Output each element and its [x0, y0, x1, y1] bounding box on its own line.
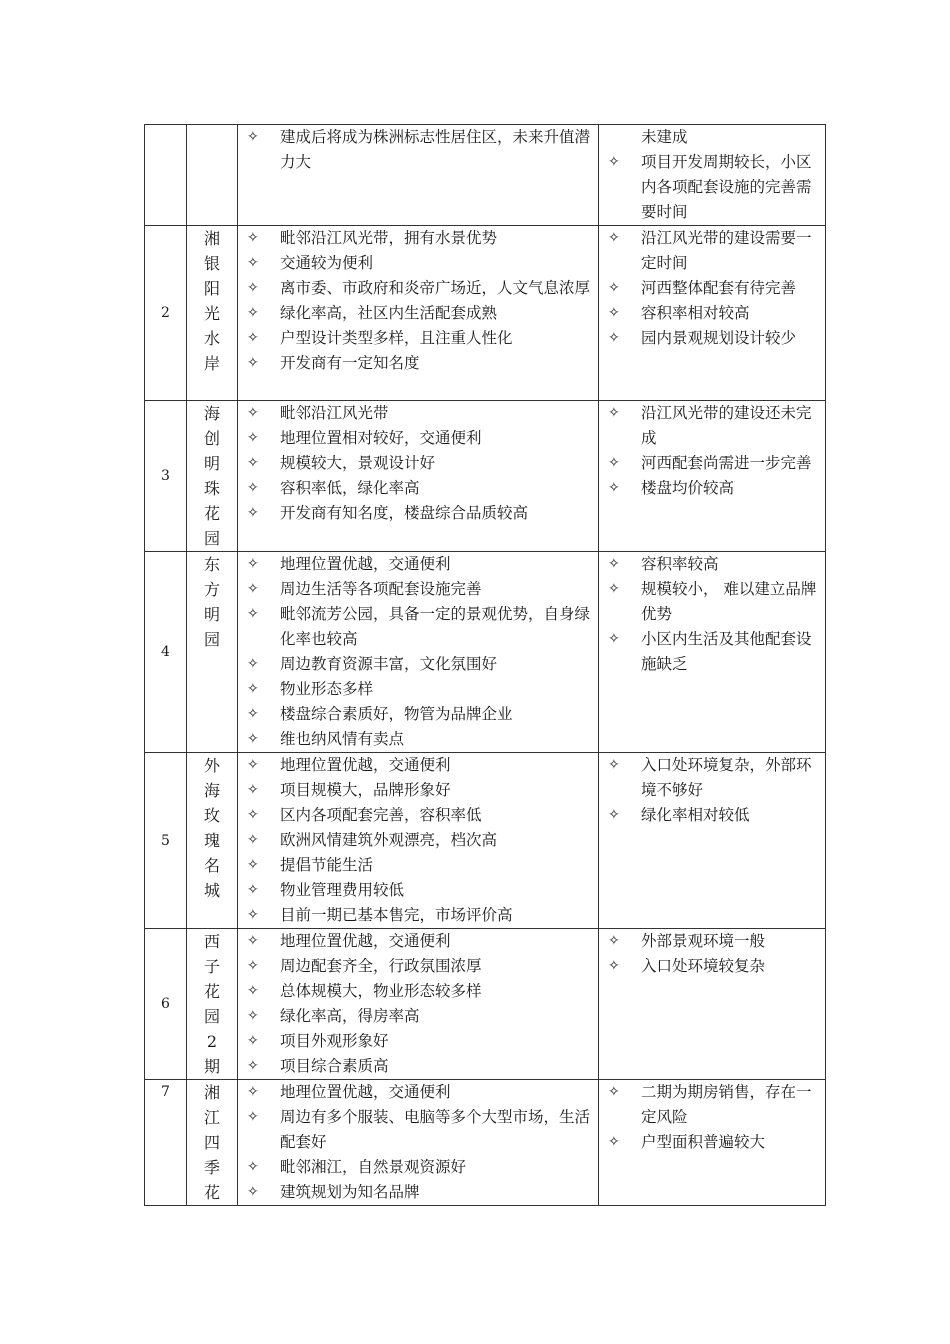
bullet-star-icon: ✧ [247, 581, 259, 597]
project-name-char: 光 [203, 304, 220, 323]
item-text: 河西配套尚需进一步完善 [641, 454, 812, 472]
disadvantages-cell [599, 401, 826, 552]
advantage-item [238, 878, 598, 903]
disadvantage-item [599, 577, 825, 602]
advantages-cell [238, 753, 599, 929]
item-text: 沿江风光带的建设需要一定时间 [641, 229, 812, 272]
bullet-star-icon: ✧ [608, 405, 620, 421]
row-number: 5 [145, 753, 187, 929]
disadvantages-cell [599, 552, 826, 753]
disadvantage-item [599, 627, 825, 677]
item-text: 楼盘均价较高 [641, 479, 735, 497]
project-name-char: 期 [203, 1057, 220, 1076]
advantage-item [238, 501, 598, 526]
item-text: 河西整体配套有待完善 [641, 279, 797, 297]
advantage-item [238, 929, 598, 954]
row-number [145, 125, 187, 226]
project-name-char: 园 [203, 630, 220, 649]
item-text: 总体规模大，物业形态较多样 [280, 982, 482, 1000]
bullet-star-icon: ✧ [247, 807, 259, 823]
advantage-item [238, 803, 598, 828]
item-text: 欧洲风情建筑外观漂亮，档次高 [280, 831, 498, 849]
project-name-char: 岸 [203, 354, 220, 373]
bullet-star-icon: ✧ [247, 656, 259, 672]
project-name-char: 创 [203, 429, 220, 448]
advantage-item [238, 451, 598, 476]
item-text: 入口处环境较复杂 [641, 957, 766, 975]
item-text: 容积率相对较高 [641, 304, 750, 322]
project-name-char: 园 [203, 1007, 220, 1026]
disadvantage-item [599, 451, 825, 476]
disadvantage-item [599, 929, 825, 954]
advantages-cell [238, 929, 599, 1080]
disadvantage-item [599, 276, 825, 301]
project-name-char: 方 [203, 580, 220, 599]
advantage-item [238, 727, 598, 752]
bullet-star-icon: ✧ [247, 606, 259, 622]
advantage-item [238, 652, 598, 677]
table-body [145, 125, 826, 1206]
bullet-star-icon: ✧ [247, 330, 259, 346]
bullet-star-icon: ✧ [608, 631, 620, 647]
advantage-item [238, 251, 598, 276]
item-text: 周边生活等各项配套设施完善 [280, 580, 482, 598]
advantages-cell [238, 552, 599, 753]
project-name-char: 水 [203, 329, 220, 348]
project-name-char: 玫 [203, 806, 220, 825]
advantage-item [238, 476, 598, 501]
row-number: 6 [145, 929, 187, 1080]
bullet-star-icon: ✧ [247, 430, 259, 446]
item-text: 二期为期房销售，存在一定风险 [641, 1083, 812, 1126]
item-text: 毗邻沿江风光带，拥有水景优势 [280, 229, 498, 247]
project-name-char: 季 [203, 1158, 220, 1177]
disadvantage-item [599, 552, 825, 577]
project-name-char: 东 [203, 555, 220, 574]
project-name [187, 401, 238, 552]
project-name-char: 城 [203, 881, 220, 900]
item-text: 开发商有知名度，楼盘综合品质较高 [280, 504, 529, 522]
advantages-cell [238, 401, 599, 552]
disadvantage-item [599, 301, 825, 326]
item-text: 未建成 [641, 128, 688, 146]
bullet-star-icon: ✧ [608, 556, 620, 572]
project-name-char: 明 [203, 454, 220, 473]
bullet-star-icon: ✧ [608, 230, 620, 246]
project-name-char: 海 [203, 781, 220, 800]
bullet-star-icon: ✧ [247, 782, 259, 798]
item-text: 提倡节能生活 [280, 856, 374, 874]
advantage-item [238, 853, 598, 878]
bullet-star-icon: ✧ [247, 882, 259, 898]
bullet-star-icon: ✧ [608, 1084, 620, 1100]
advantage-item [238, 828, 598, 853]
project-name-char: 花 [203, 1183, 220, 1202]
item-text: 项目综合素质高 [280, 1057, 389, 1075]
disadvantage-item [599, 401, 825, 451]
table-row [145, 1080, 826, 1206]
disadvantage-item [599, 125, 825, 150]
item-text: 入口处环境复杂，外部环境不够好 [641, 756, 812, 799]
project-name [187, 753, 238, 929]
item-text: 建成后将成为株洲标志性居住区，未来升值潜力大 [280, 128, 591, 171]
row-number: 2 [145, 226, 187, 401]
advantage-item [238, 1054, 598, 1079]
disadvantage-item [599, 150, 825, 225]
advantages-cell [238, 226, 599, 401]
project-name-char: 园 [203, 529, 220, 548]
advantage-item [238, 1180, 598, 1205]
project-name-char: 子 [203, 957, 220, 976]
item-text: 规模较小， 难以建立品牌 [641, 580, 817, 598]
advantages-cell [238, 125, 599, 226]
advantage-item [238, 1105, 598, 1155]
bullet-star-icon: ✧ [247, 405, 259, 421]
table-row [145, 125, 826, 226]
bullet-star-icon: ✧ [247, 757, 259, 773]
disadvantage-item [599, 1130, 825, 1155]
bullet-star-icon: ✧ [608, 305, 620, 321]
bullet-star-icon: ✧ [608, 807, 620, 823]
advantage-item [238, 326, 598, 351]
bullet-star-icon: ✧ [247, 129, 259, 145]
bullet-star-icon: ✧ [608, 1134, 620, 1150]
disadvantage-item [599, 954, 825, 979]
bullet-star-icon: ✧ [247, 1033, 259, 1049]
advantage-item [238, 954, 598, 979]
disadvantage-item [599, 753, 825, 803]
project-name-char: 湘 [203, 1083, 220, 1102]
item-text: 容积率较高 [641, 555, 719, 573]
item-text: 区内各项配套完善，容积率低 [280, 806, 482, 824]
item-text: 楼盘综合素质好，物管为品牌企业 [280, 705, 513, 723]
advantage-item [238, 552, 598, 577]
bullet-star-icon: ✧ [247, 958, 259, 974]
item-text: 周边配套齐全，行政氛围浓厚 [280, 957, 482, 975]
item-text: 规模较大，景观设计好 [280, 454, 436, 472]
disadvantages-cell [599, 753, 826, 929]
project-name-char: 海 [203, 404, 220, 423]
disadvantage-item [599, 602, 825, 627]
item-text: 地理位置优越，交通便利 [280, 1083, 451, 1101]
item-text: 地理位置优越，交通便利 [280, 555, 451, 573]
table-row [145, 401, 826, 552]
disadvantages-cell [599, 1080, 826, 1206]
disadvantages-cell [599, 929, 826, 1080]
bullet-star-icon: ✧ [247, 255, 259, 271]
row-number: 7 [145, 1080, 187, 1206]
advantage-item [238, 1004, 598, 1029]
bullet-star-icon: ✧ [608, 455, 620, 471]
project-name-char: 江 [203, 1108, 220, 1127]
item-text: 园内景观规划设计较少 [641, 329, 797, 347]
item-text: 外部景观环境一般 [641, 932, 766, 950]
bullet-star-icon: ✧ [608, 933, 620, 949]
bullet-star-icon: ✧ [247, 1184, 259, 1200]
advantages-cell [238, 1080, 599, 1206]
project-name-char: 瑰 [203, 831, 220, 850]
project-name-char: 外 [203, 756, 220, 775]
advantage-item [238, 753, 598, 778]
advantage-item [238, 602, 598, 652]
row-number: 3 [145, 401, 187, 552]
bullet-star-icon: ✧ [247, 455, 259, 471]
item-text: 绿化率高，社区内生活配套成熟 [280, 304, 498, 322]
project-name-char: 西 [203, 932, 220, 951]
bullet-star-icon: ✧ [247, 706, 259, 722]
bullet-star-icon: ✧ [608, 480, 620, 496]
disadvantage-item [599, 1080, 825, 1130]
bullet-star-icon: ✧ [247, 907, 259, 923]
project-comparison-table [144, 124, 826, 1206]
advantage-item [238, 426, 598, 451]
project-name [187, 125, 238, 226]
project-name-char: 花 [203, 982, 220, 1001]
item-text: 绿化率相对较低 [641, 806, 750, 824]
bullet-star-icon: ✧ [247, 933, 259, 949]
bullet-star-icon: ✧ [608, 958, 620, 974]
item-text: 开发商有一定知名度 [280, 354, 420, 372]
item-text: 地理位置优越，交通便利 [280, 932, 451, 950]
bullet-star-icon: ✧ [608, 757, 620, 773]
project-name-char: 湘 [203, 229, 220, 248]
item-text: 绿化率高，得房率高 [280, 1007, 420, 1025]
project-name-char: 阳 [203, 279, 220, 298]
item-text: 目前一期已基本售完，市场评价高 [280, 906, 513, 924]
item-text: 周边有多个服装、电脑等多个大型市场，生活配套好 [280, 1108, 591, 1151]
project-name-char: 2 [206, 1032, 218, 1051]
item-text: 沿江风光带的建设还未完成 [641, 404, 812, 447]
bullet-star-icon: ✧ [247, 1084, 259, 1100]
project-name [187, 226, 238, 401]
advantage-item [238, 301, 598, 326]
bullet-star-icon: ✧ [247, 505, 259, 521]
bullet-star-icon: ✧ [247, 230, 259, 246]
bullet-star-icon: ✧ [247, 1109, 259, 1125]
disadvantage-item [599, 226, 825, 276]
item-text: 户型设计类型多样，且注重人性化 [280, 329, 513, 347]
project-name-char: 银 [203, 254, 220, 273]
bullet-star-icon: ✧ [247, 857, 259, 873]
bullet-star-icon: ✧ [247, 731, 259, 747]
item-text: 建筑规划为知名品牌 [280, 1183, 420, 1201]
item-text: 毗邻湘江，自然景观资源好 [280, 1158, 467, 1176]
advantage-item [238, 778, 598, 803]
item-text: 物业形态多样 [280, 680, 374, 698]
item-text: 周边教育资源丰富，文化氛围好 [280, 655, 498, 673]
bullet-star-icon: ✧ [608, 330, 620, 346]
bullet-star-icon: ✧ [608, 280, 620, 296]
bullet-star-icon: ✧ [247, 355, 259, 371]
item-text: 小区内生活及其他配套设施缺乏 [641, 630, 812, 673]
item-text: 地理位置相对较好，交通便利 [280, 429, 482, 447]
disadvantages-cell [599, 226, 826, 401]
bullet-star-icon: ✧ [247, 480, 259, 496]
advantage-item [238, 577, 598, 602]
project-name [187, 929, 238, 1080]
table-row [145, 753, 826, 929]
advantage-item [238, 1155, 598, 1180]
item-text: 户型面积普遍较大 [641, 1133, 766, 1151]
advantage-item [238, 401, 598, 426]
project-name-char: 明 [203, 605, 220, 624]
disadvantage-item [599, 803, 825, 828]
project-name-char: 珠 [203, 479, 220, 498]
project-name-char: 四 [203, 1133, 220, 1152]
item-text: 项目开发周期较长，小区内各项配套设施的完善需要时间 [641, 153, 812, 221]
disadvantages-cell [599, 125, 826, 226]
disadvantage-item [599, 326, 825, 351]
advantage-item [238, 702, 598, 727]
item-text: 地理位置优越，交通便利 [280, 756, 451, 774]
disadvantage-item [599, 476, 825, 501]
bullet-star-icon: ✧ [247, 305, 259, 321]
item-text: 项目外观形象好 [280, 1032, 389, 1050]
item-text: 离市委、市政府和炎帝广场近，人文气息浓厚 [280, 279, 591, 297]
advantage-item [238, 226, 598, 251]
item-text: 容积率低，绿化率高 [280, 479, 420, 497]
item-text: 物业管理费用较低 [280, 881, 405, 899]
project-name [187, 552, 238, 753]
advantage-item [238, 1080, 598, 1105]
item-text: 项目规模大，品牌形象好 [280, 781, 451, 799]
project-name [187, 1080, 238, 1206]
item-text: 交通较为便利 [280, 254, 374, 272]
table-row [145, 929, 826, 1080]
advantage-item [238, 979, 598, 1004]
bullet-star-icon: ✧ [247, 1008, 259, 1024]
advantage-item [238, 276, 598, 301]
advantage-item [238, 1029, 598, 1054]
advantage-item [238, 351, 598, 376]
bullet-star-icon: ✧ [608, 154, 620, 170]
row-number: 4 [145, 552, 187, 753]
bullet-star-icon: ✧ [608, 581, 620, 597]
bullet-star-icon: ✧ [247, 983, 259, 999]
advantage-item [238, 677, 598, 702]
bullet-star-icon: ✧ [247, 1159, 259, 1175]
bullet-star-icon: ✧ [247, 556, 259, 572]
bullet-star-icon: ✧ [247, 832, 259, 848]
bullet-star-icon: ✧ [247, 1058, 259, 1074]
project-name-char: 名 [203, 856, 220, 875]
advantage-item [238, 125, 598, 175]
item-text: 优势 [641, 605, 673, 623]
bullet-star-icon: ✧ [247, 280, 259, 296]
item-text: 毗邻沿江风光带 [280, 404, 389, 422]
table-row [145, 552, 826, 753]
table-row [145, 226, 826, 401]
advantage-item [238, 903, 598, 928]
project-name-char: 花 [203, 504, 220, 523]
bullet-star-icon: ✧ [247, 681, 259, 697]
item-text: 维也纳风情有卖点 [280, 730, 405, 748]
item-text: 毗邻流芳公园，具备一定的景观优势，自身绿化率也较高 [280, 605, 591, 648]
